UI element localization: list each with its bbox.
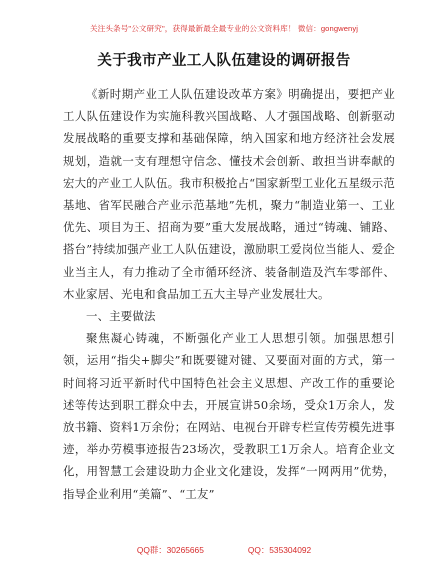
qq-group-text: QQ群：30265665: [136, 545, 204, 555]
intro-paragraph: 《新时期产业工人队伍建设改革方案》明确提出，要把产业工人队伍建设作为实施科教兴国战略、人才强国战略、创新驱动发展战略的重要支撑和基础保障，纳入国家和地方经济社会发展规划，造就一支有理想守信念、懂技术会创新、敢担当讲奉献的宏大的产业工人队伍。我市积极抢占“国家新型工业化五星级示范基地、省军民融合产业示范基地”先机，聚力“制造业第一、工业优先、项目为王、招商为要”重大发展战略，通过“铸魂、铺路、搭台”持续加强产业工人队伍建设，激励职工爱岗位当能人、爱企业当主人，有力推动了全市循环经济、装备制造及汽车零部件、木业家居、光电和食品加工五大主导产业发展壮大。: [63, 87, 395, 301]
section-paragraph: 聚焦凝心铸魂，不断强化产业工人思想引领。加强思想引领，运用“指尖+脚尖”和既要键对键、又要面对面的方式，第一时间将习近平新时代中国特色社会主义思想、产改工作的重要论述等传达到职工群众中去，开展宣讲50余场，受众1万余人，发放书籍、资料1万余份；在网站、电视台开辟专栏宣传劳模先进事迹，举办劳模事迹报告23场次，受教职工1万余人。培育企业文化，用智慧工会建设助力企业文化建设，发挥“一网两用”优势，指导企业利用“美篇”、“工友”: [63, 331, 395, 501]
document-title: 关于我市产业工人队伍建设的调研报告: [97, 53, 351, 69]
promo-banner-text: 关注头条号"公文研究"，获得最新最全最专业的公文资料库！ 微信：gongwenyj: [89, 24, 359, 33]
document-body: [63, 83, 395, 505]
promo-banner: [0, 0, 448, 48]
section-heading: 一、主要做法: [86, 309, 156, 324]
contact-footer: [0, 544, 448, 556]
qq-text: QQ：535304092: [247, 545, 312, 555]
